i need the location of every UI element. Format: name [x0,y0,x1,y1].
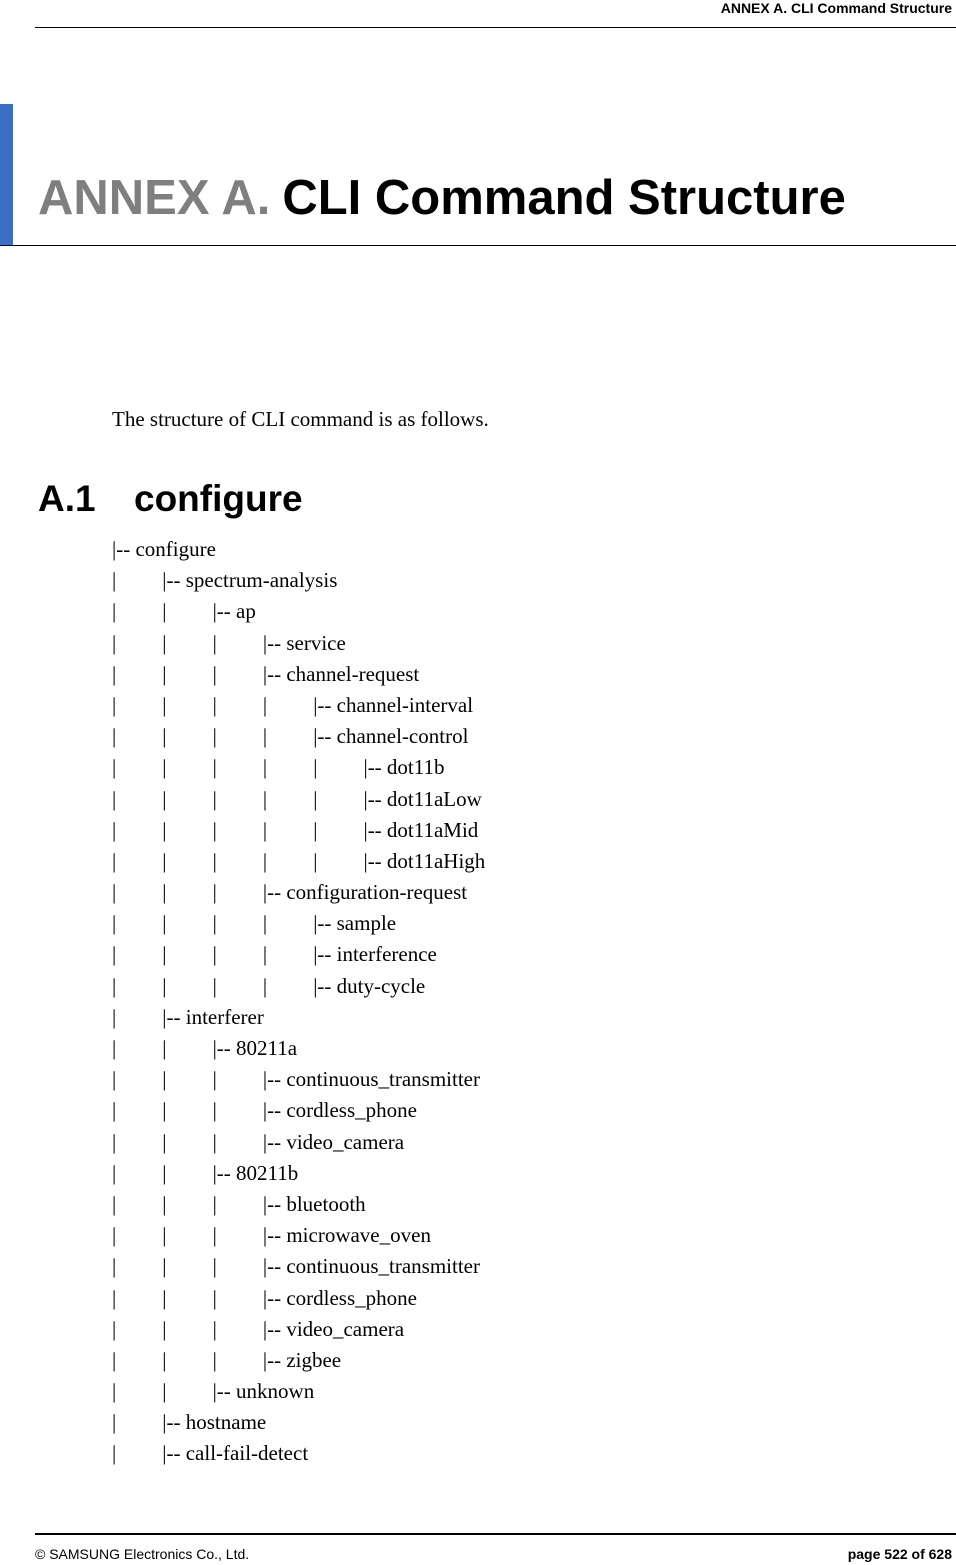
tree-guide: | [212,1223,217,1248]
chapter-accent-bar [0,104,13,245]
tree-guide: | [162,599,167,624]
tree-guide: | [112,1441,117,1466]
tree-node: |-- duty-cycle [313,973,426,998]
tree-guide: | [212,724,217,749]
tree-guide: | [162,786,167,811]
tree-guide: | [162,973,167,998]
tree-guide: | [162,880,167,905]
tree-line [112,659,485,690]
tree-line [112,815,485,846]
tree-guide: | [112,1285,117,1310]
tree-node: |-- 80211b [212,1160,299,1185]
tree-line [112,908,485,939]
tree-guide: | [262,817,268,842]
tree-line [112,784,485,815]
tree-line [112,1002,485,1033]
tree-guide: | [313,755,318,780]
tree-node: |-- spectrum-analysis [162,568,338,593]
tree-node: |-- dot11b [363,755,445,780]
tree-guide: | [112,630,117,655]
tree-guide: | [112,942,117,967]
tree-node: |-- interferer [162,1004,264,1029]
tree-node: |-- dot11aMid [363,817,479,842]
tree-line [112,596,485,627]
tree-line [112,939,485,970]
running-header: ANNEX A. CLI Command Structure [720,0,952,16]
tree-node: |-- continuous_transmitter [262,1254,480,1279]
tree-guide: | [112,1316,117,1341]
tree-guide: | [162,755,167,780]
tree-node: |-- continuous_transmitter [262,1067,480,1092]
tree-guide: | [162,1191,167,1216]
tree-node: |-- channel-control [313,724,469,749]
tree-line [112,1283,485,1314]
annex-name: CLI Command Structure [282,171,846,225]
tree-guide: | [212,1129,217,1154]
tree-guide: | [112,1191,117,1216]
tree-guide: | [162,1098,167,1123]
tree-guide: | [112,1347,117,1372]
tree-guide: | [212,942,217,967]
tree-line [112,1095,485,1126]
tree-guide: | [162,1285,167,1310]
tree-guide: | [313,848,318,873]
tree-guide: | [212,848,217,873]
tree-guide: | [162,848,167,873]
section-number: A.1 [38,478,96,519]
tree-node: |-- microwave_oven [262,1223,431,1248]
tree-guide: | [112,880,117,905]
tree-guide: | [162,661,167,686]
tree-line [112,1376,485,1407]
tree-node: |-- unknown [212,1379,315,1404]
tree-line [112,971,485,1002]
tree-node: |-- dot11aLow [363,786,482,811]
tree-guide: | [313,786,318,811]
tree-line [112,565,485,596]
tree-node: |-- channel-request [262,661,420,686]
tree-guide: | [262,755,268,780]
tree-guide: | [112,724,117,749]
tree-line [112,1033,485,1064]
tree-guide: | [162,1347,167,1372]
tree-guide: | [112,1410,117,1435]
tree-guide: | [162,1316,167,1341]
tree-line [112,721,485,752]
tree-guide: | [112,1223,117,1248]
tree-line [112,846,485,877]
tree-guide: | [112,911,117,936]
tree-guide: | [112,1254,117,1279]
header-rule [35,27,956,28]
tree-guide: | [112,1036,117,1060]
tree-node: |-- cordless_phone [262,1098,417,1123]
tree-guide: | [112,1067,117,1092]
tree-guide: | [212,661,217,686]
tree-guide: | [112,1004,117,1029]
tree-guide: | [162,1036,167,1060]
tree-guide: | [212,1067,217,1092]
command-tree [112,534,485,1470]
tree-guide: | [112,848,117,873]
tree-guide: | [162,692,167,717]
tree-guide: | [162,817,167,842]
tree-node: |-- call-fail-detect [162,1441,309,1466]
tree-node: |-- zigbee [262,1347,342,1372]
tree-node: |-- service [262,630,346,655]
tree-guide: | [212,817,217,842]
tree-guide: | [162,911,167,936]
tree-node: |-- 80211a [212,1036,298,1060]
tree-guide: | [112,1160,117,1185]
section-heading [38,476,303,522]
tree-node: |-- video_camera [262,1129,405,1154]
tree-guide: | [313,817,318,842]
tree-guide: | [162,1254,167,1279]
tree-line [112,752,485,783]
tree-line [112,1345,485,1376]
tree-line [112,1189,485,1220]
tree-guide: | [112,755,117,780]
tree-line [112,1220,485,1251]
tree-line [112,690,485,721]
tree-guide: | [112,692,117,717]
tree-node: |-- interference [313,942,437,967]
tree-line [112,877,485,908]
tree-guide: | [112,973,117,998]
tree-guide: | [162,942,167,967]
intro-paragraph: The structure of CLI command is as follows. [112,407,489,431]
tree-guide: | [112,817,117,842]
tree-guide: | [262,786,268,811]
tree-guide: | [212,630,217,655]
tree-node: |-- ap [212,599,256,624]
title-rule [0,245,956,246]
tree-guide: | [212,786,217,811]
tree-guide: | [212,1347,217,1372]
tree-guide: | [162,1160,167,1185]
tree-guide: | [162,630,167,655]
tree-guide: | [112,568,117,593]
tree-guide: | [212,1285,217,1310]
tree-guide: | [112,661,117,686]
tree-guide: | [112,786,117,811]
footer-rule [35,1533,956,1535]
tree-node: |-- channel-interval [313,692,474,717]
tree-line [112,1438,485,1469]
tree-guide: | [212,1316,217,1341]
tree-line [112,1251,485,1282]
tree-guide: | [212,911,217,936]
tree-guide: | [112,1129,117,1154]
tree-line [112,1127,485,1158]
tree-line [112,1407,485,1438]
tree-line [112,1064,485,1095]
tree-node: |-- bluetooth [262,1191,366,1216]
tree-node: |-- dot11aHigh [363,848,486,873]
tree-guide: | [162,1129,167,1154]
tree-guide: | [112,599,117,624]
page-title [38,168,846,228]
section-name: configure [134,478,303,519]
tree-guide: | [162,1379,167,1404]
tree-line [112,628,485,659]
tree-guide: | [262,973,268,998]
tree-guide: | [262,848,268,873]
tree-guide: | [112,1098,117,1123]
tree-guide: | [262,942,268,967]
tree-guide: | [212,755,217,780]
tree-guide: | [212,1254,217,1279]
tree-node: |-- configuration-request [262,880,468,905]
tree-guide: | [112,1379,117,1404]
tree-guide: | [262,911,268,936]
copyright: © SAMSUNG Electronics Co., Ltd. [35,1546,250,1562]
tree-guide: | [212,1191,217,1216]
page-number: page 522 of 628 [847,1546,952,1562]
tree-line [112,1314,485,1345]
tree-node: |-- hostname [162,1410,267,1435]
tree-line [112,1158,485,1189]
tree-node: |-- sample [313,911,397,936]
tree-guide: | [162,1223,167,1248]
tree-node: |-- cordless_phone [262,1285,417,1310]
tree-guide: | [162,1067,167,1092]
tree-node: |-- video_camera [262,1316,405,1341]
tree-guide: | [212,692,217,717]
tree-guide: | [212,880,217,905]
annex-label: ANNEX A. [38,171,271,225]
tree-guide: | [262,692,268,717]
tree-guide: | [262,724,268,749]
tree-guide: | [212,1098,217,1123]
tree-node: |-- configure [112,537,216,561]
tree-guide: | [212,973,217,998]
tree-guide: | [162,724,167,749]
tree-line [112,534,485,565]
